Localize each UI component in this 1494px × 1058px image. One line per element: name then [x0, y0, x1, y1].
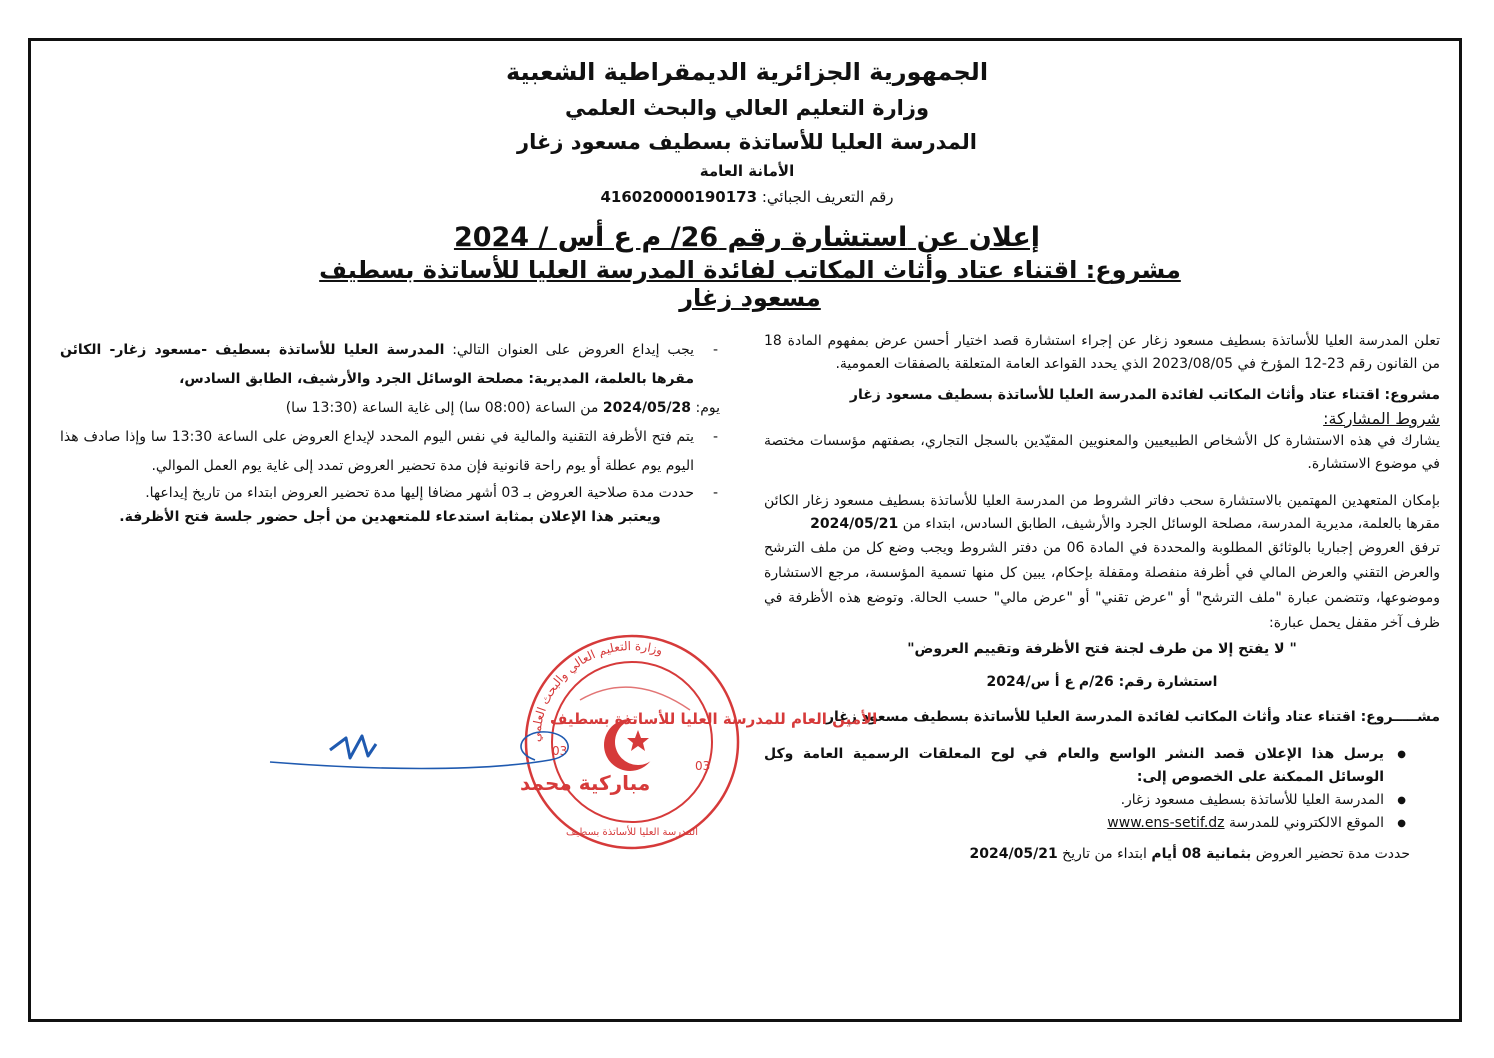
fiscal-id-number: 416020000190173 — [600, 188, 758, 206]
list-item: ● المدرسة العليا للأساتذة بسطيف مسعود زغار. — [764, 789, 1410, 812]
documents-paragraph: ترفق العروض إجباريا بالوثائق المطلوبة والمحددة في المادة 06 من دفتر الشروط ويجب وضع كل من ملف الترشح والعرض التقني والعرض المالي في أظرفة منفصلة ومقفلة بإحكام، يبين كل منها تسمية المؤسسة، مرجع الاستشارة وموضوعها، وتتضمن عبارة "ملف الترشح" أو "عرض تقني" أو "عرض مالي" حسب الحالة. وتوضع هذه الأظرفة في ظرف آخر مقفل يحمل عبارة: — [764, 540, 1441, 631]
seal-ring-textpath: وزارة التعليم العالي والبحث العلمي — [528, 638, 665, 743]
announcement-reference: استشارة رقم 26/ م ع أس / 2024 — [453, 222, 908, 253]
announcement-title — [0, 222, 1494, 253]
convocation-line: ويعتبر هذا الإعلان بمثابة استدعاء للمتعهدين من أجل حضور جلسة فتح الأظرفة. — [119, 509, 661, 525]
deposit-prefix: يجب إيداع العروض على العنوان التالي: — [444, 342, 695, 358]
seal-code-right: 03 — [695, 759, 711, 773]
deadline-duration: بثمانية 08 أيام — [1151, 846, 1252, 862]
handwritten-signature-icon — [330, 736, 376, 758]
deadline-line — [764, 843, 1440, 866]
deposit-day — [60, 394, 720, 423]
project-value: اقتناء عتاد وأثاث المكاتب لفائدة المدرسة العليا للأساتذة بسطيف مسعود زغار — [825, 709, 1356, 725]
deposit-address: المدرسة العليا للأساتذة بسطيف -مسعود زغار- الكائن مقرها بالعلمة، المديرية: مصلحة الوسائل الجرد والأرشيف، الطابق السادس، — [60, 342, 694, 387]
day-date: 2024/05/28 — [602, 400, 692, 416]
deadline-prefix: حددت مدة تحضير العروض — [1251, 846, 1410, 862]
withdraw-date: 2024/05/21 — [810, 516, 899, 532]
deposit-paragraph — [60, 336, 720, 394]
fiscal-id-label: رقم التعريف الجبائي: — [761, 188, 894, 206]
conditions-heading: شروط المشاركة: — [1323, 409, 1440, 428]
day-time: من الساعة (08:00 سا) إلى غاية الساعة (13:30 سا) — [285, 400, 603, 416]
secretariat-heading: الأمانة العامة — [699, 162, 795, 180]
withdraw-paragraph — [764, 490, 1440, 536]
list-item — [764, 812, 1410, 835]
signatory-name: مباركية محمد — [520, 771, 651, 795]
ministry-heading: وزارة التعليم العالي والبحث العلمي — [564, 96, 930, 120]
website-link[interactable]: www.ens-setif.dz — [1107, 815, 1225, 831]
signature-flourish-icon — [270, 732, 568, 769]
validity-paragraph: - حددت مدة صلاحية العروض بـ 03 أشهر مضافا إليها مدة تحضير العروض ابتداء من تاريخ إيداعها. — [60, 481, 720, 505]
intro-paragraph: تعلن المدرسة العليا للأساتذة بسطيف مسعود زغار عن إجراء استشارة قصد اختيار أحسن عرض بمفهوم المادة 18 من القانون رقم 23-12 المؤرخ في 2023/08/05 الذي يحدد القواعد العامة المتعلقة بالصفقات العمومية. — [764, 333, 1440, 372]
project-title: مشروع: اقتناء عتاد وأثاث المكاتب لفائدة المدرسة العليا للأساتذة بسطيف مسعود زغار — [319, 256, 1181, 312]
website-label: الموقع الالكتروني للمدرسة — [1228, 815, 1384, 831]
list-item: ● يرسل هذا الإعلان قصد النشر الواسع والعام في لوح المعلقات الرسمية العامة وكل الوسائل الممكنة على الخصوص إلى: — [764, 743, 1410, 789]
deadline-mid: ابتداء من تاريخ — [1057, 846, 1152, 862]
seal-inner-text: المدرسة العليا للأساتذة بسطيف — [566, 827, 698, 838]
project-label: مشـــــروع: — [1360, 709, 1440, 725]
project-line: مشروع: اقتناء عتاد وأثاث المكاتب لفائدة المدرسة العليا للأساتذة بسطيف مسعود زغار — [849, 387, 1440, 403]
signatory-title-stamp: الأمين العام للمدرسة العليا للأساتذة بسطيف — [550, 710, 878, 728]
republic-heading: الجمهورية الجزائرية الديمقراطية الشعبية — [505, 58, 989, 86]
consultation-line: استشارة رقم: 26/م ع أ س/2024 — [986, 674, 1218, 690]
withdraw-text: بإمكان المتعهدين المهتمين بالاستشارة سحب دفاتر الشروط من المدرسة العليا للأساتذة بسطيف مسعود زغار الكائن مقرها بالعلمة، مديرية المدرسة، مصلحة الوسائل الجرد والأرشيف، الطابق السادس، ابتداء من — [764, 493, 1440, 532]
right-column — [764, 330, 1440, 866]
distribution-list — [764, 743, 1440, 835]
conditions-paragraph: يشارك في هذه الاستشارة كل الأشخاص الطبيعيين والمعنويين المقيّدين بالسجل التجاري، بصفتهم مؤسسات مختصة في موضوع الاستشارة. — [764, 433, 1440, 472]
fiscal-id — [0, 188, 1494, 206]
seal-code-left: 03 — [552, 744, 568, 758]
opening-paragraph: - يتم فتح الأظرفة التقنية والمالية في نفس اليوم المحدد لإيداع العروض على الساعة 13:30 سا وإذا صادف هذا اليوم يوم عطلة أو يوم راحة قانونية فإن مدة تحضير العروض تمدد إلى غاية يوم العمل الموالي. — [60, 423, 720, 481]
left-column — [60, 336, 720, 529]
day-label: يوم: — [691, 400, 720, 416]
school-heading: المدرسة العليا للأساتذة بسطيف مسعود زغار — [517, 130, 977, 154]
announcement-prefix: إعلان عن — [907, 222, 1041, 253]
envelope-quote: " لا يفتح إلا من طرف لجنة فتح الأظرفة وتقييم العروض" — [907, 641, 1297, 657]
deadline-date: 2024/05/21 — [969, 846, 1058, 862]
